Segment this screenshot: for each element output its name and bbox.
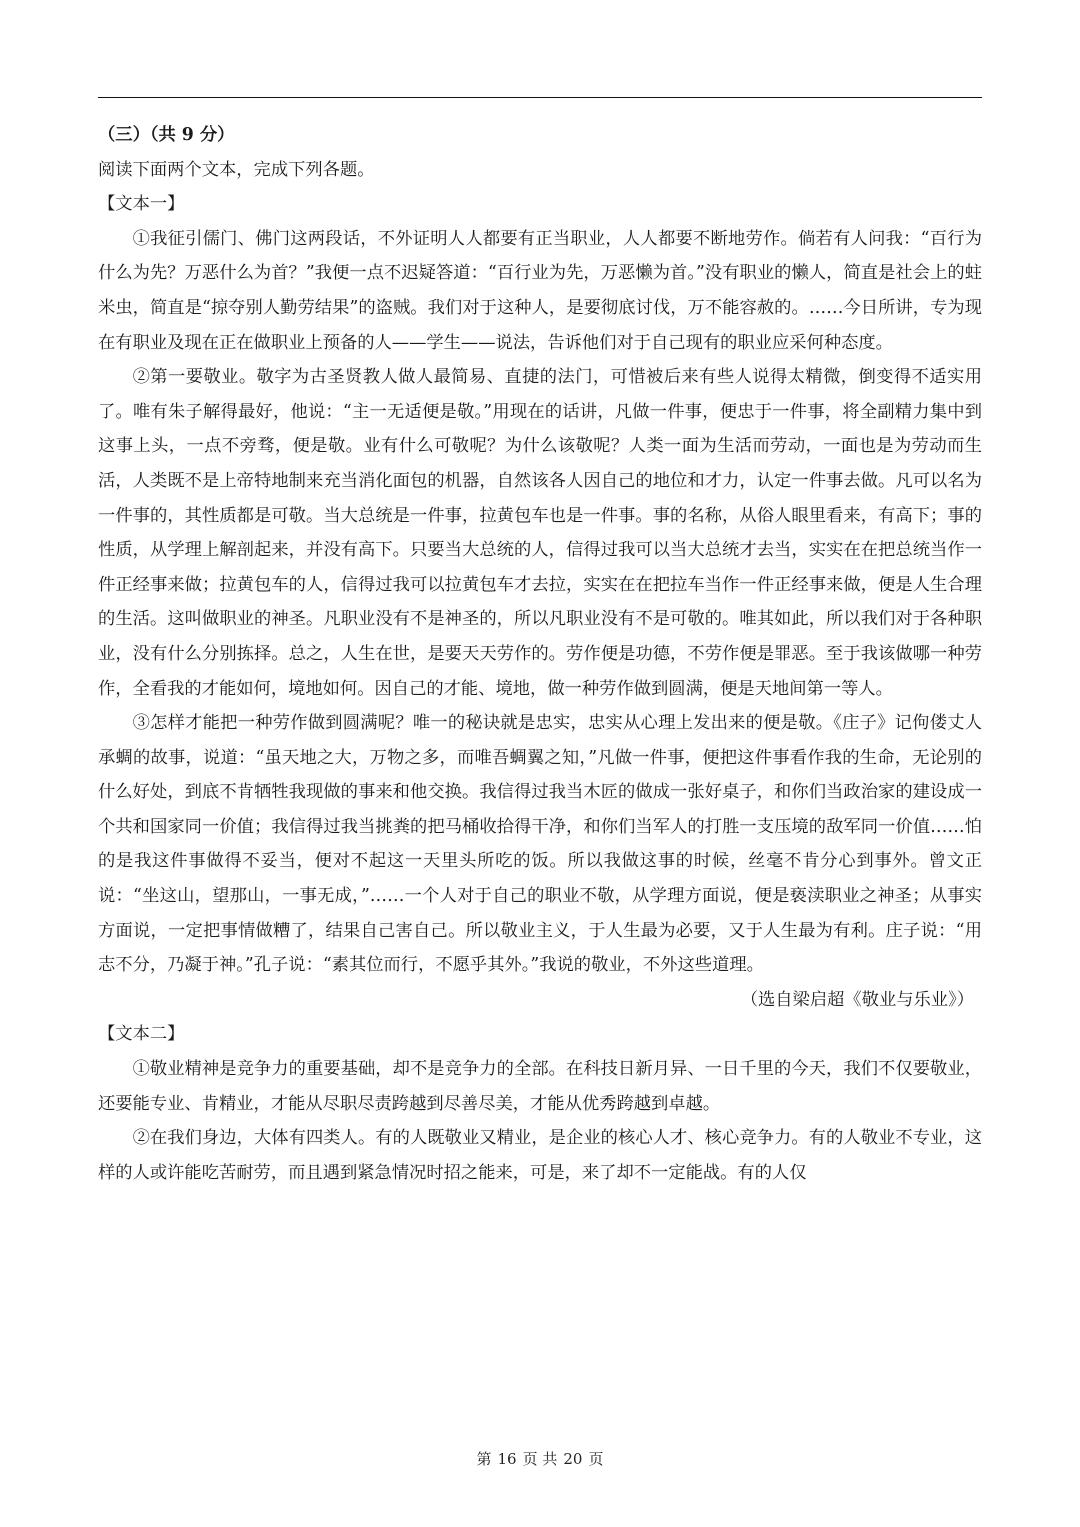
section-title: （三）（共 9 分） [98,125,235,145]
text1-paragraph-2: ②第一要敬业。敬字为古圣贤教人做人最简易、直捷的法门，可惜被后来有些人说得太精微，倒变得不适实用了。唯有朱子解得最好，他说：“主一无适便是敬。”用现在的话讲，凡做一件事，便忠于一件事，将全副精力集中到这事上头，一点不旁骛，便是敬。业有什么可敬呢？为什么该敬呢？人类一面为生活而劳动，一面也是为劳动而生活，人类既不是上帝特地制来充当消化面包的机器，自然该各人因自己的地位和才力，认定一件事去做。凡可以名为一件事的，其性质都是可敬。当大总统是一件事，拉黄包车也是一件事。事的名称，从俗人眼里看来，有高下；事的性质，从学理上解剖起来，并没有高下。只要当大总统的人，信得过我可以当大总统才去当，实实在在把总统当作一件正经事来做；拉黄包车的人，信得过我可以拉黄包车才去拉，实实在在把拉车当作一件正经事来做，便是人生合理的生活。这叫做职业的神圣。凡职业没有不是神圣的，所以凡职业没有不是可敬的。唯其如此，所以我们对于各种职业，没有什么分别拣择。总之，人生在世，是要天天劳作的。劳作便是功德，不劳作便是罪恶。至于我该做哪一种劳作，全看我的才能如何，境地如何。因自己的才能、境地，做一种劳作做到圆满，便是天地间第一等人。 [98,367,982,699]
instruction: 阅读下面两个文本，完成下列各题。 [98,159,375,180]
text1-label: 【文本一】 [98,194,185,215]
text1-source: （选自梁启超《敬业与乐业》） [740,989,974,1010]
text2-label: 【文本二】 [98,1024,185,1045]
text1-paragraph-1: ①我征引儒门、佛门这两段话，不外证明人人都要有正当职业，人人都要不断地劳作。倘若有人问我：“百行为什么为先？万恶什么为首？”我便一点不迟疑答道：“百行业为先，万恶懒为首。”没有职业的懒人，简直是社会上的蛀米虫，简直是“掠夺别人勤劳结果”的盗贼。我们对于这种人，是要彻底讨伐，万不能容赦的。……今日所讲，专为现在有职业及现在正在做职业上预备的人——学生——说法，告诉他们对于自己现有的职业应采何种态度。 [98,228,982,353]
text2-paragraph-2: ②在我们身边，大体有四类人。有的人既敬业又精业，是企业的核心人才、核心竞争力。有的人敬业不专业，这样的人或许能吃苦耐劳，而且遇到紧急情况时招之能来，可是，来了却不一定能战。有的人仅 [98,1128,982,1183]
page-footer [0,1449,1080,1469]
text2-paragraph-1: ①敬业精神是竞争力的重要基础，却不是竞争力的全部。在科技日新月异、一日千里的今天，我们不仅要敬业，还要能专业、肯精业，才能从尽职尽责跨越到尽善尽美，才能从优秀跨越到卓越。 [98,1059,982,1114]
footer-middle: 页 共 [522,1450,558,1468]
top-rule [98,97,982,98]
document-body [98,118,982,1190]
text1-paragraph-3: ③怎样才能把一种劳作做到圆满呢？唯一的秘诀就是忠实，忠实从心理上发出来的便是敬。《庄子》记佝偻丈人承蜩的故事，说道：“虽天地之大，万物之多，而唯吾蜩翼之知，”凡做一件事，便把这件事看作我的生命，无论别的什么好处，到底不肯牺牲我现做的事来和他交换。我信得过我当木匠的做成一张好桌子，和你们当政治家的建设成一个共和国家同一价值；我信得过我当挑粪的把马桶收拾得干净，和你们当军人的打胜一支压境的敌军同一价值……怕的是我这件事做得不妥当，便对不起这一天里头所吃的饭。所以我做这事的时候，丝毫不肯分心到事外。曾文正说：“坐这山，望那山，一事无成，”……一个人对于自己的职业不敬，从学理方面说，便是亵渎职业之神圣；从事实方面说，一定把事情做糟了，结果自己害自己。所以敬业主义，于人生最为必要，又于人生最为有利。庄子说：“用志不分，乃凝于神。”孔子说：“素其位而行，不愿乎其外。”我说的敬业，不外这些道理。 [98,713,982,976]
footer-current-page: 16 [497,1450,517,1468]
footer-total-pages: 20 [563,1450,583,1468]
footer-prefix: 第 [476,1450,492,1468]
footer-suffix: 页 [588,1450,604,1468]
